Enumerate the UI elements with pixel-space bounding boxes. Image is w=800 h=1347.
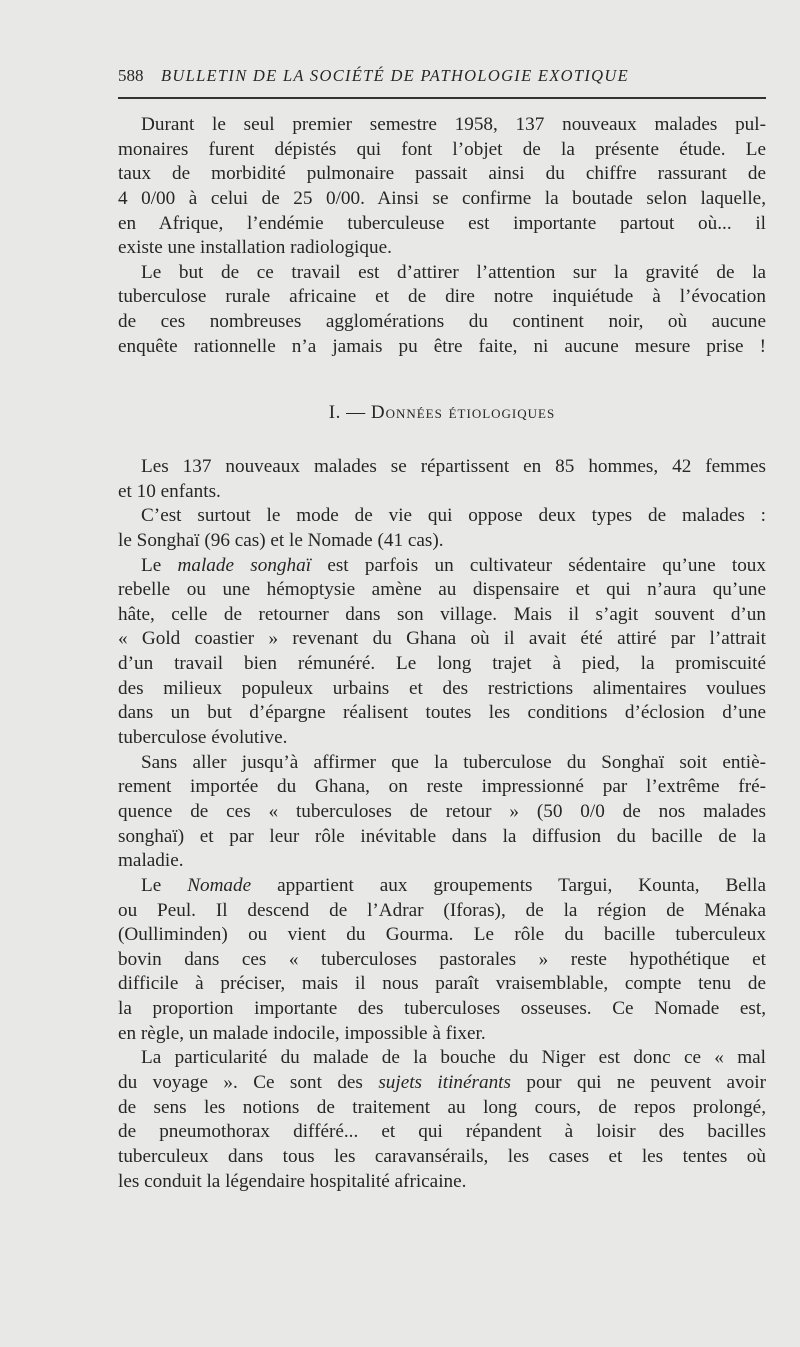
- text-segment: La particularité du malade de la bouche du Niger est donc ce « mal: [141, 1047, 766, 1069]
- text-line: [118, 603, 766, 628]
- text-segment: Les 137 nouveaux malades se répartissent en 85 hommes, 42 femmes: [141, 456, 766, 477]
- text-segment: tuberculose évolutive.: [118, 727, 288, 749]
- text-segment: rebelle ou une hémoptysie amène au dispensaire et qui n’aura qu’une: [118, 579, 766, 601]
- text-segment: tuberculose rurale africaine et de dire notre inquiétude à l’évocation: [118, 286, 766, 308]
- paragraph: [118, 113, 766, 261]
- text-line: [118, 923, 766, 948]
- paragraph: [118, 751, 766, 874]
- text-segment: dans un but d’épargne réalisent toutes les conditions d’éclosion d’une: [118, 702, 766, 724]
- text-segment: maladie.: [118, 850, 184, 872]
- text-line: [118, 285, 766, 310]
- text-line: [118, 187, 766, 212]
- section-title: Données étiologiques: [370, 402, 556, 423]
- text-segment: en Afrique, l’endémie tuberculeuse est importante partout où... il: [118, 212, 766, 234]
- text-line: [118, 627, 766, 652]
- text-line: [118, 261, 766, 286]
- text-line: [118, 652, 766, 677]
- text-line: [118, 455, 766, 480]
- paragraph: [118, 554, 766, 751]
- italic-text: malade songhaï: [177, 554, 312, 576]
- text-line: [118, 1170, 766, 1195]
- text-segment: en règle, un malade indocile, impossible à fixer.: [118, 1022, 486, 1044]
- text-line: [118, 1096, 766, 1121]
- page-number: 588: [118, 66, 144, 85]
- intro-text: [118, 113, 766, 359]
- text-line: [118, 212, 766, 237]
- text-segment: Le: [141, 554, 178, 576]
- italic-text: Nomade: [187, 874, 252, 896]
- text-line: [118, 504, 766, 529]
- text-segment: et 10 enfants.: [118, 480, 221, 502]
- text-segment: taux de morbidité pulmonaire passait ainsi du chiffre rassurant de: [118, 163, 766, 185]
- text-segment: 4 0/00 à celui de 25 0/00. Ainsi se confirme la boutade selon laquelle,: [118, 187, 766, 209]
- text-line: [118, 1071, 766, 1096]
- text-segment: quence de ces « tuberculoses de retour » (50 0/0 de nos malades: [118, 800, 766, 822]
- text-segment: de sens les notions de traitement au long cours, de repos prolongé,: [118, 1096, 766, 1118]
- text-segment: Durant le seul premier semestre 1958, 137 nouveaux malades pul-: [141, 114, 766, 135]
- text-line: [118, 578, 766, 603]
- text-segment: enquête rationnelle n’a jamais pu être faite, ni aucune mesure prise !: [118, 335, 766, 357]
- text-segment: ou Peul. Il descend de l’Adrar (Iforas), de la région de Ménaka: [118, 899, 766, 921]
- text-line: [118, 480, 766, 505]
- text-segment: « Gold coastier » revenant du Ghana où il avait été attiré par l’attrait: [118, 628, 766, 650]
- section-number: I. —: [328, 402, 371, 423]
- text-line: [118, 529, 766, 554]
- text-line: [118, 1046, 766, 1071]
- text-segment: Le but de ce travail est d’attirer l’attention sur la gravité de la: [141, 261, 766, 283]
- running-header: [118, 66, 766, 88]
- text-segment: de ces nombreuses agglomérations du continent noir, où aucune: [118, 311, 766, 333]
- paragraph: [118, 455, 766, 504]
- text-segment: C’est surtout le mode de vie qui oppose deux types de malades :: [141, 505, 766, 527]
- text-line: [118, 1022, 766, 1047]
- paragraph: [118, 874, 766, 1046]
- text-line: [118, 997, 766, 1022]
- paragraph: [118, 261, 766, 360]
- text-line: [118, 1120, 766, 1145]
- text-segment: bovin dans ces « tuberculoses pastorales » reste hypothétique et: [118, 948, 766, 970]
- text-segment: la proportion importante des tuberculoses osseuses. Ce Nomade est,: [118, 998, 766, 1020]
- text-segment: est parfois un cultivateur sédentaire qu’une toux: [311, 554, 766, 576]
- text-segment: songhaï) et par leur rôle inévitable dans la diffusion du bacille de la: [118, 825, 766, 847]
- text-segment: du voyage ». Ce sont des: [118, 1072, 379, 1094]
- running-title: BULLETIN DE LA SOCIÉTÉ DE PATHOLOGIE EXOTIQUE: [161, 66, 629, 85]
- text-segment: les conduit la légendaire hospitalité africaine.: [118, 1170, 467, 1192]
- text-line: [118, 972, 766, 997]
- text-line: [118, 800, 766, 825]
- text-line: [118, 726, 766, 751]
- text-line: [118, 1145, 766, 1170]
- text-line: [118, 138, 766, 163]
- text-segment: des milieux populeux urbains et des restrictions alimentaires voulues: [118, 677, 766, 699]
- text-segment: rement importée du Ghana, on reste impressionné par l’extrême fré-: [118, 776, 766, 798]
- text-segment: appartient aux groupements Targui, Kounta, Bella: [251, 874, 766, 896]
- text-line: [118, 677, 766, 702]
- text-line: [118, 554, 766, 579]
- text-line: [118, 335, 766, 360]
- text-segment: de pneumothorax différé... et qui répandent à loisir des bacilles: [118, 1121, 766, 1143]
- text-segment: Le: [141, 874, 188, 896]
- text-line: [118, 310, 766, 335]
- text-segment: Sans aller jusqu’à affirmer que la tuberculose du Songhaï soit entiè-: [141, 751, 766, 773]
- text-segment: monaires furent dépistés qui font l’objet de la présente étude. Le: [118, 138, 766, 160]
- text-line: [118, 751, 766, 776]
- text-line: [118, 113, 766, 138]
- text-segment: difficile à préciser, mais il nous paraît vraisemblable, compte tenu de: [118, 973, 766, 995]
- section-body: [118, 455, 766, 1194]
- text-line: [118, 236, 766, 261]
- italic-text: sujets itinérants: [378, 1072, 511, 1094]
- text-segment: (Oulliminden) ou vient du Gourma. Le rôle du bacille tuberculeux: [118, 924, 766, 946]
- paragraph: [118, 504, 766, 553]
- text-line: [118, 701, 766, 726]
- text-line: [118, 874, 766, 899]
- text-segment: hâte, celle de retourner dans son village. Mais il s’agit souvent d’un: [118, 603, 766, 625]
- section-heading: [118, 402, 766, 424]
- text-segment: pour qui ne peuvent avoir: [510, 1072, 766, 1094]
- paragraph: [118, 1046, 766, 1194]
- text-segment: tuberculeux dans tous les caravansérails, les cases et les tentes où: [118, 1145, 766, 1167]
- text-line: [118, 162, 766, 187]
- text-segment: existe une installation radiologique.: [118, 237, 392, 259]
- text-segment: d’un travail bien rémunéré. Le long trajet à pied, la promiscuité: [118, 653, 766, 675]
- text-line: [118, 775, 766, 800]
- text-line: [118, 899, 766, 924]
- text-segment: le Songhaï (96 cas) et le Nomade (41 cas).: [118, 529, 444, 551]
- text-line: [118, 849, 766, 874]
- text-line: [118, 948, 766, 973]
- text-line: [118, 825, 766, 850]
- header-rule: [118, 97, 766, 99]
